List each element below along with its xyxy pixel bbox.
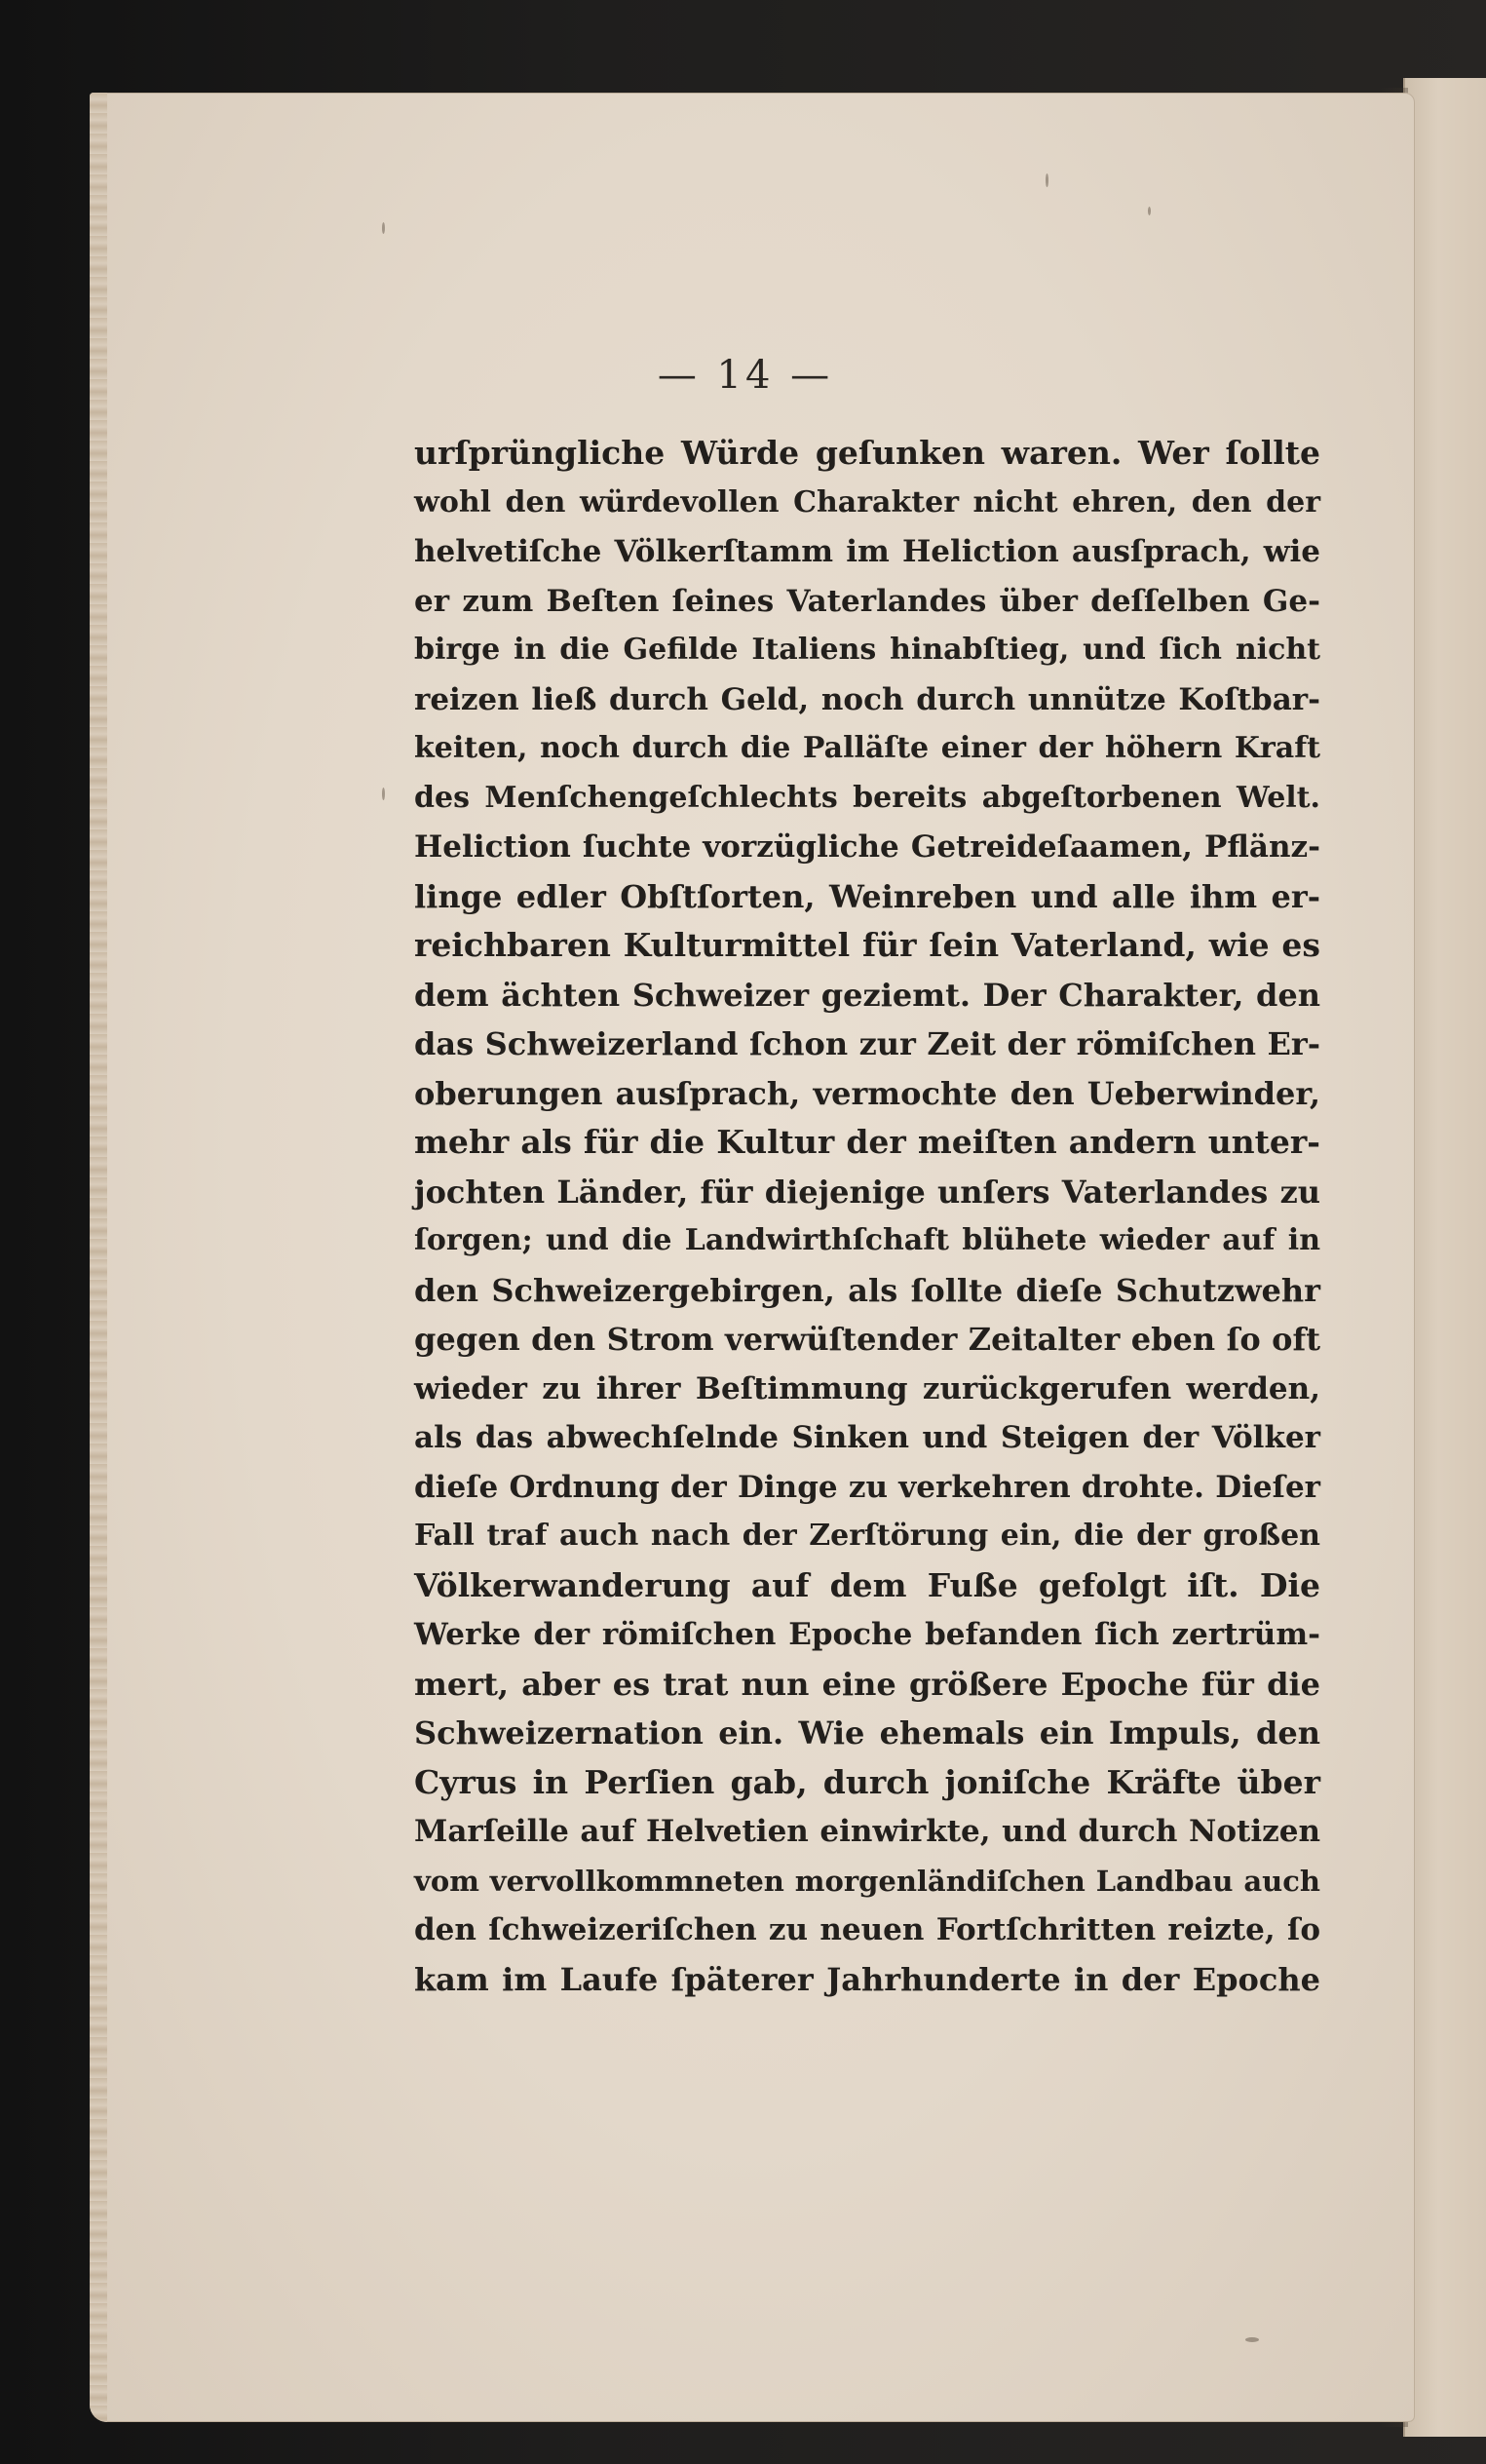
text-line: urſprüngliche Würde geſunken waren. Wer ſollte bbox=[414, 434, 1320, 472]
text-line: dem ächten Schweizer geziemt. Der Charakter, den bbox=[414, 976, 1320, 1014]
text-line: mehr als für die Kultur der meiſten andern unter- bbox=[414, 1123, 1320, 1161]
text-line: oberungen ausſprach, vermochte den Ueberwinder, bbox=[414, 1074, 1320, 1112]
paper-speck bbox=[382, 788, 385, 800]
text-line: dieſe Ordnung der Dinge zu verkehren drohte. Dieſer bbox=[414, 1469, 1320, 1505]
deckled-page-edge bbox=[90, 93, 107, 2422]
text-line: Heliction ſuchte vorzügliche Getreideſaamen, Pflänz- bbox=[414, 829, 1320, 865]
text-line: Cyrus in Perſien gab, durch joniſche Kräfte über bbox=[414, 1762, 1320, 1801]
text-line: den ſchweizeriſchen zu neuen Fortſchritten reizte, ſo bbox=[414, 1912, 1320, 1947]
paper-speck bbox=[1046, 173, 1048, 187]
text-line: birge in die Gefilde Italiens hinabſtieg, und ſich nicht bbox=[414, 633, 1320, 667]
paper-speck bbox=[1245, 2337, 1259, 2342]
text-line: ſorgen; und die Landwirthſchaft blühete wieder auf in bbox=[414, 1223, 1320, 1257]
text-line: vom vervollkommneten morgenländiſchen Landbau auch bbox=[414, 1864, 1320, 1898]
text-line: keiten, noch durch die Palläſte einer der höhern Kraft bbox=[414, 731, 1320, 765]
text-line: Völkerwanderung auf dem Fuße gefolgt iſt. Die bbox=[414, 1565, 1320, 1604]
text-line: helvetiſche Völkerſtamm im Heliction ausſprach, wie bbox=[414, 534, 1320, 569]
text-line: Fall traf auch nach der Zerſtörung ein, die der großen bbox=[414, 1519, 1320, 1553]
text-line: das Schweizerland ſchon zur Zeit der römiſchen Er- bbox=[414, 1025, 1320, 1062]
paper-speck bbox=[382, 222, 385, 234]
text-line: kam im Laufe ſpäterer Jahrhunderte in der Epoche bbox=[414, 1960, 1320, 1998]
text-line: jochten Länder, für diejenige unſers Vaterlandes zu bbox=[414, 1173, 1320, 1211]
text-line: reizen ließ durch Geld, noch durch unnütze Koſtbar- bbox=[414, 681, 1320, 717]
page-number-header: — 14 — bbox=[657, 353, 834, 398]
text-line: gegen den Strom verwüſtender Zeitalter eben ſo oft bbox=[414, 1321, 1320, 1358]
text-line: des Menſchengeſchlechts bereits abgeſtorbenen Welt. bbox=[414, 780, 1320, 815]
text-line: linge edler Obſtſorten, Weinreben und alle ihm er- bbox=[414, 877, 1320, 915]
text-line: Marſeille auf Helvetien einwirkte, und durch Notizen bbox=[414, 1814, 1320, 1849]
text-line: mert, aber es trat nun eine größere Epoche für die bbox=[414, 1665, 1320, 1703]
text-line: Schweizernation ein. Wie ehemals ein Impuls, den bbox=[414, 1714, 1320, 1752]
text-line: wieder zu ihrer Beſtimmung zurückgerufen werden, bbox=[414, 1370, 1320, 1406]
text-line: den Schweizergebirgen, als ſollte dieſe Schutzwehr bbox=[414, 1271, 1320, 1309]
text-line: reichbaren Kulturmittel für ſein Vaterland, wie es bbox=[414, 926, 1320, 964]
text-line: als das abwechſelnde Sinken und Steigen der Völker bbox=[414, 1420, 1320, 1455]
body-text bbox=[414, 429, 1320, 2004]
next-page-edge bbox=[1403, 78, 1486, 2437]
paper-speck bbox=[1148, 207, 1151, 215]
text-line: Werke der römiſchen Epoche befanden ſich zertrüm- bbox=[414, 1617, 1320, 1652]
text-line: er zum Beſten ſeines Vaterlandes über deſſelben Ge- bbox=[414, 583, 1320, 619]
text-line: wohl den würdevollen Charakter nicht ehren, den der bbox=[414, 484, 1320, 520]
